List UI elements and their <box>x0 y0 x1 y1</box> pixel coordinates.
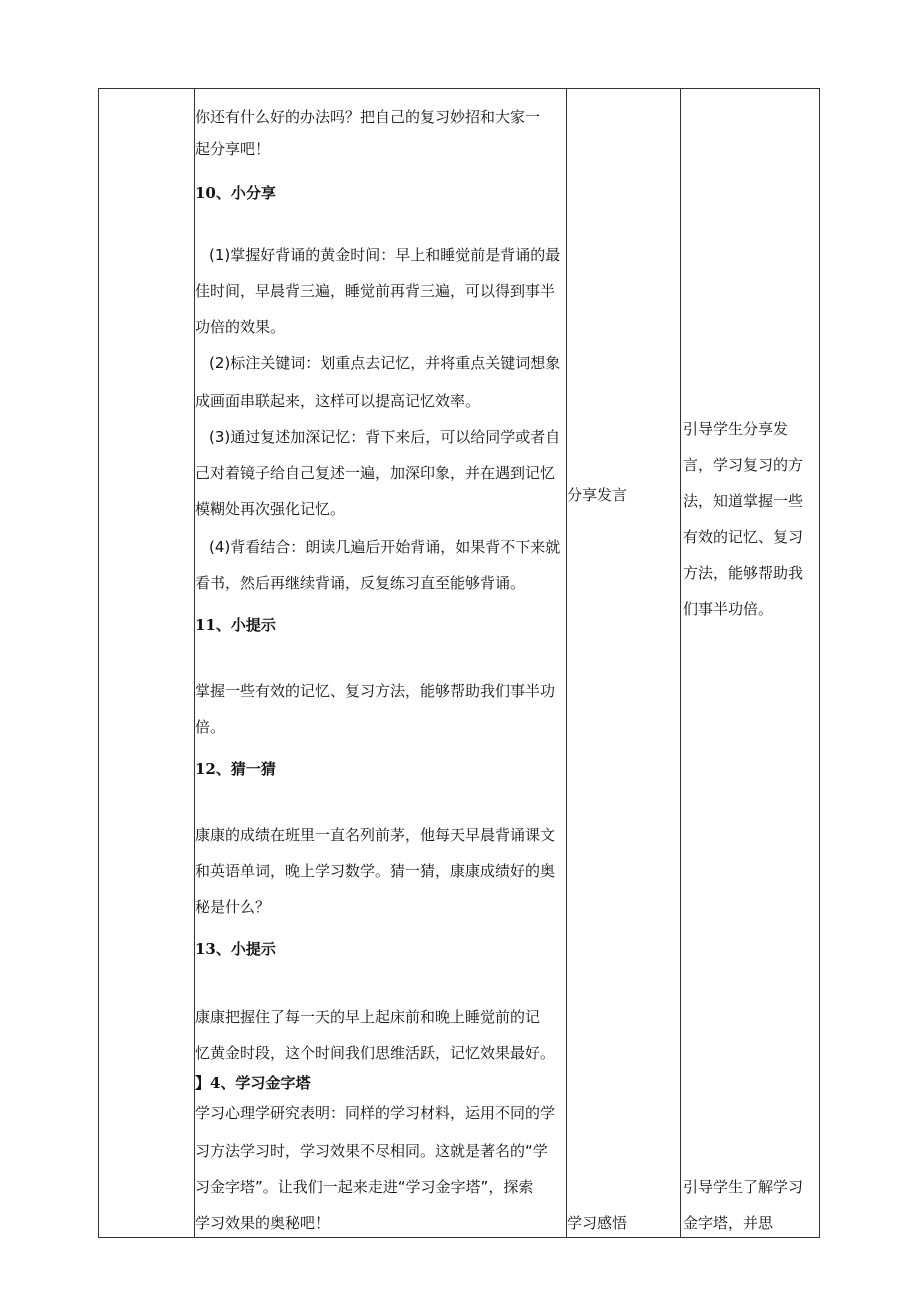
section-heading: 】4、学习金字塔 <box>195 1074 311 1092</box>
content-text-line: 功倍的效果。 <box>195 318 286 336</box>
lesson-plan-table <box>98 88 820 1238</box>
content-text-line: 掌握一些有效的记忆、复习方法，能够帮助我们事半功 <box>195 682 556 700</box>
content-text-line: 佳时间，早晨背三遍，睡觉前再背三遍，可以得到事半 <box>195 282 556 300</box>
content-text-line: 习金字塔”。让我们一起来走进“学习金字塔”，探索 <box>195 1178 534 1196</box>
content-text-line: 起分享吧！ <box>195 140 271 158</box>
content-text-line: 己对着镜子给自己复述一遍，加深印象，并在遇到记忆 <box>195 464 556 482</box>
content-text-line: 看书，然后再继续背诵，反复练习直至能够背诵。 <box>195 574 526 592</box>
content-text-line: 学习效果的奥秘吧！ <box>195 1214 331 1232</box>
intent-text-line: 引导学生了解学习 <box>683 1178 804 1196</box>
content-text-line: (3)通过复述加深记忆：背下来后，可以给同学或者自 <box>209 428 561 446</box>
section-heading: 13、小提示 <box>195 940 276 958</box>
intent-text-line: 金字塔，并思 <box>683 1214 774 1232</box>
content-text-line: 模糊处再次强化记忆。 <box>195 500 346 518</box>
stage-cell <box>99 89 194 1237</box>
teaching-content-cell <box>195 89 567 1237</box>
design-intent-cell <box>681 89 819 1237</box>
content-text-line: 秘是什么？ <box>195 898 271 916</box>
intent-text-line: 方法，能够帮助我 <box>683 564 804 582</box>
section-heading: 10、小分享 <box>195 184 276 202</box>
content-text-line: 你还有什么好的办法吗？把自己的复习妙招和大家一 <box>195 108 541 126</box>
content-text-line: 和英语单词，晚上学习数学。猜一猜，康康成绩好的奥 <box>195 862 556 880</box>
content-text-line: 倍。 <box>195 718 226 736</box>
intent-text-line: 引导学生分享发 <box>683 420 789 438</box>
activity-text-line: 学习感悟 <box>567 1214 628 1232</box>
intent-text-line: 法，知道掌握一些 <box>683 492 804 510</box>
activity-text-line: 分享发言 <box>567 486 628 504</box>
intent-text-line: 言，学习复习的方 <box>683 456 804 474</box>
content-text-line: 康康把握住了每一天的早上起床前和晚上睡觉前的记 <box>195 1008 541 1026</box>
section-heading: 12、猜一猜 <box>195 760 276 778</box>
content-text-line: (2)标注关键词：划重点去记忆，并将重点关键词想象 <box>209 354 561 372</box>
intent-text-line: 有效的记忆、复习 <box>683 528 804 546</box>
student-activity-cell <box>567 89 681 1237</box>
content-text-line: (1)掌握好背诵的黄金时间：早上和睡觉前是背诵的最 <box>209 246 561 264</box>
content-text-line: 习方法学习时，学习效果不尽相同。这就是著名的“学 <box>195 1142 548 1160</box>
intent-text-line: 们事半功倍。 <box>683 600 774 618</box>
content-text-line: 忆黄金时段，这个时间我们思维活跃，记忆效果最好。 <box>195 1044 556 1062</box>
content-text-line: 康康的成绩在班里一直名列前茅，他每天早晨背诵课文 <box>195 826 556 844</box>
content-text-line: 成画面串联起来，这样可以提高记忆效率。 <box>195 392 481 410</box>
section-heading: 11、小提示 <box>195 616 276 634</box>
content-text-line: 学习心理学研究表明：同样的学习材料，运用不同的学 <box>195 1104 556 1122</box>
content-text-line: (4)背看结合：朗读几遍后开始背诵，如果背不下来就 <box>209 538 561 556</box>
